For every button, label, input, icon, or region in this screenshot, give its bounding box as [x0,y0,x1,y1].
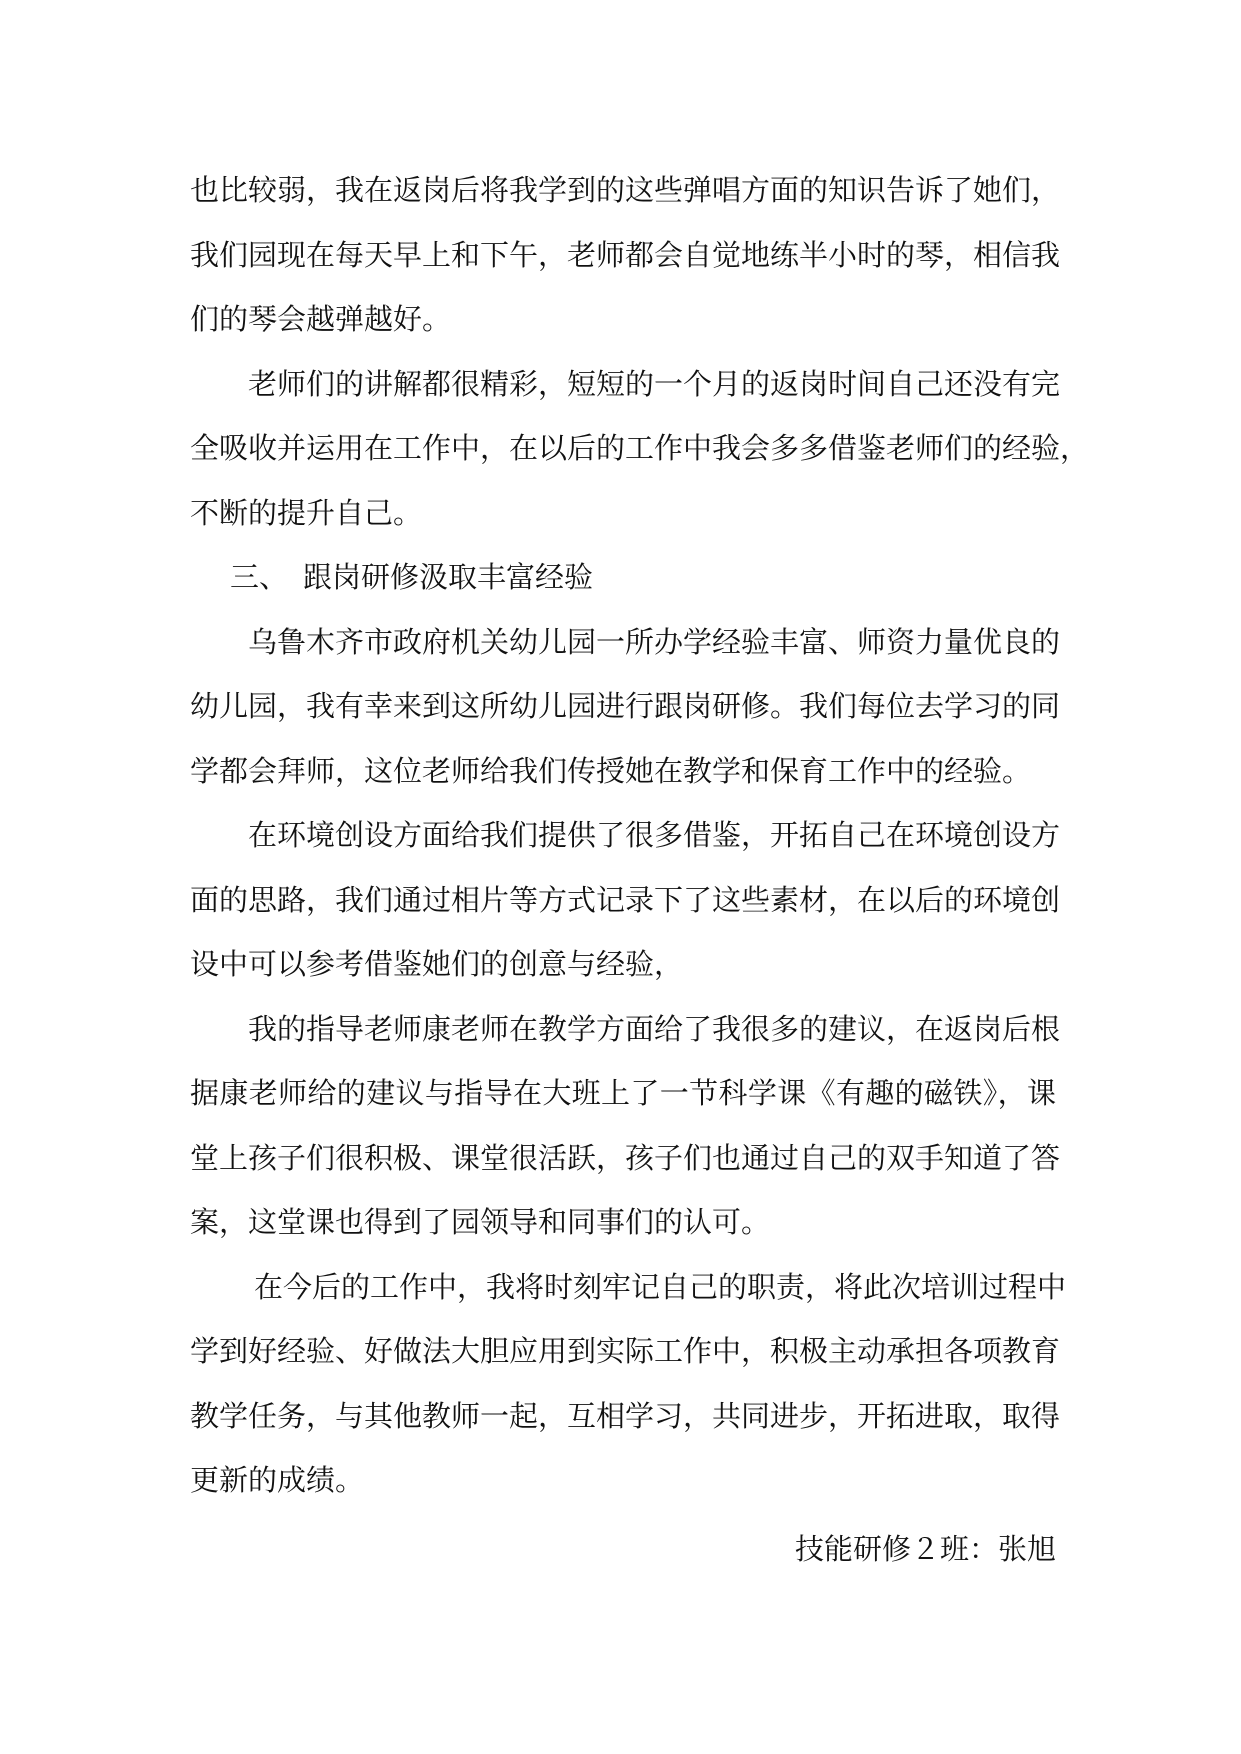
text-line: 学到好经验、好做法大胆应用到实际工作中，积极主动承担各项教育 [190,1334,1061,1368]
text-line: 教学任务，与其他教师一起，互相学习，共同进步，开拓进取，取得 [190,1398,1061,1433]
document-body [190,158,1090,1513]
text-line: 老师们的讲解都很精彩，短短的一个月的返岗时间自己还没有完 [248,366,1061,401]
text-line: 我的指导老师康老师在教学方面给了我很多的建议，在返岗后根 [248,1011,1061,1046]
paragraph-6 [190,1255,1067,1513]
paragraph-5 [190,997,1061,1255]
text-line: 也比较弱，我在返岗后将我学到的这些弹唱方面的知识告诉了她们， [190,173,1061,207]
paragraph-1 [190,158,1061,352]
paragraph-2 [190,352,1090,546]
section-heading-text: 跟岗研修汲取丰富经验 [303,560,594,594]
text-line: 幼儿园，我有幸来到这所幼儿园进行跟岗研修。我们每位去学习的同 [190,689,1061,723]
text-line: 堂上孩子们很积极、课堂很活跃，孩子们也通过自己的双手知道了答 [190,1140,1061,1175]
signature: 技能研修２班：张旭 [794,1532,1056,1566]
text-line: 乌鲁木齐市政府机关幼儿园一所办学经验丰富、师资力量优良的 [248,624,1061,659]
text-line: 在今后的工作中，我将时刻牢记自己的职责，将此次培训过程中 [254,1269,1067,1304]
paragraph-4 [190,803,1061,997]
text-line: 们的琴会越弹越好。 [190,302,452,336]
paragraph-3 [190,610,1061,804]
text-line: 在环境创设方面给我们提供了很多借鉴，开拓自己在环境创设方 [248,818,1061,852]
text-line: 据康老师给的建议与指导在大班上了一节科学课《有趣的磁铁》，课 [190,1076,1056,1110]
text-line: 更新的成绩。 [190,1463,365,1497]
text-line: 学都会拜师，这位老师给我们传授她在教学和保育工作中的经验。 [190,753,1032,788]
section-heading-number: 三、 [230,560,289,594]
text-line: 设中可以参考借鉴她们的创意与经验， [190,947,684,981]
text-line: 不断的提升自己。 [190,495,423,530]
text-line: 我们园现在每天早上和下午，老师都会自觉地练半小时的琴，相信我 [190,237,1061,272]
text-line: 全吸收并运用在工作中，在以后的工作中我会多多借鉴老师们的经验， [190,431,1090,465]
text-line: 案，这堂课也得到了园领导和同事们的认可。 [190,1205,771,1239]
text-line: 面的思路，我们通过相片等方式记录下了这些素材，在以后的环境创 [190,882,1061,917]
section-heading [190,545,1056,610]
